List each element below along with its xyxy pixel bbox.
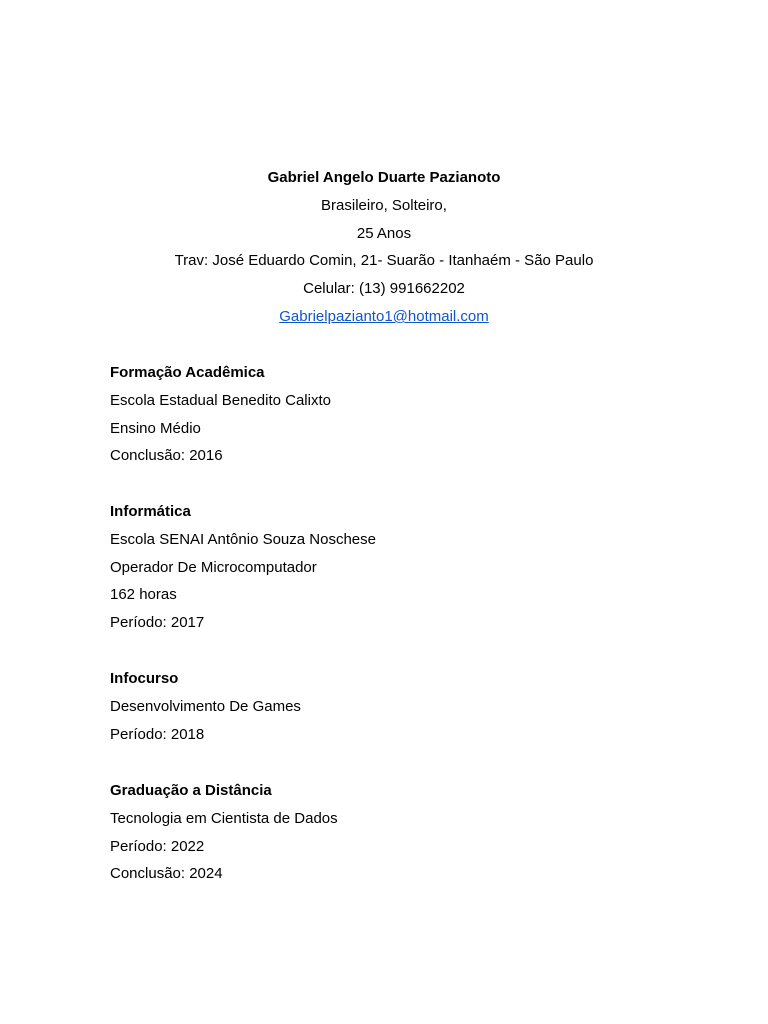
candidate-name: Gabriel Angelo Duarte Pazianoto: [267, 169, 501, 186]
address: Trav: José Eduardo Comin, 21- Suarão - Itanhaém - São Paulo: [174, 252, 594, 270]
section-line: Operador De Microcomputador: [110, 558, 317, 576]
section-line: Desenvolvimento De Games: [110, 697, 301, 715]
section-formacao-academica: [110, 361, 710, 472]
section-informatica: [110, 500, 710, 639]
email-line: [0, 305, 768, 333]
section-line: Conclusão: 2024: [110, 865, 223, 883]
section-line: Escola Estadual Benedito Calixto: [110, 391, 331, 409]
email-link[interactable]: Gabrielpazianto1@hotmail.com: [279, 307, 489, 325]
section-line: Período: 2017: [110, 614, 205, 632]
section-line: Tecnologia em Cientista de Dados: [110, 809, 338, 827]
section-line: Período: 2018: [110, 725, 205, 743]
section-heading: Infocurso: [110, 670, 179, 687]
age: 25 Anos: [356, 224, 412, 242]
section-line: Conclusão: 2016: [110, 447, 223, 465]
section-heading: Graduação a Distância: [110, 782, 272, 799]
resume-header: [0, 166, 768, 333]
section-graduacao-distancia: [110, 779, 710, 890]
section-line: Escola SENAI Antônio Souza Noschese: [110, 530, 376, 548]
nationality-marital-status: Brasileiro, Solteiro,: [321, 196, 447, 214]
section-heading: Formação Acadêmica: [110, 364, 265, 381]
section-line: 162 horas: [110, 586, 177, 604]
section-line: Ensino Médio: [110, 419, 201, 437]
section-heading: Informática: [110, 503, 191, 520]
phone: Celular: (13) 991662202: [303, 280, 465, 298]
section-infocurso: [110, 667, 710, 750]
section-line: Período: 2022: [110, 837, 205, 855]
